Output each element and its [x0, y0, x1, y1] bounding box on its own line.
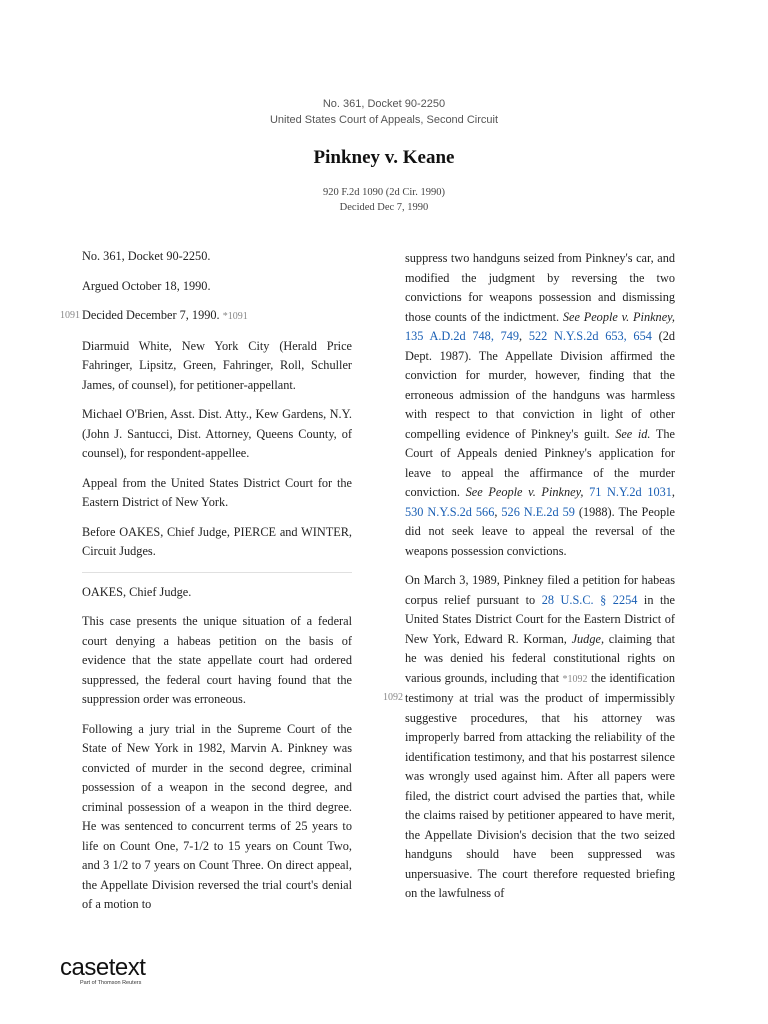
counsel-petitioner: Diarmuid White, New York City (Herald Price Fahringer, Lipsitz, Green, Fahringer, Roll, Schuller James, of counsel), for petitioner-appellant. — [82, 338, 352, 392]
logo-tagline: Part of Thomson Reuters — [80, 980, 142, 986]
counsel-respondent: Michael O'Brien, Asst. Dist. Atty., Kew Gardens, N.Y. (John J. Santucci, Dist. Attorney, Queens County, of counsel), for respondent-appellee. — [82, 407, 352, 460]
opinion-paragraph-2-continued: suppress two handguns seized from Pinkney's car, and modified the judgment by reversing the two convictions for weapons possession and dismissing those counts of the indictment. See People v. Pinkney, 135 A.D.2d 748, 749, 522 N.Y.S.2d 653, 654 (2d Dept. 1987). The Appellate Division affirmed the conviction for murder, however, finding that the erroneous admission of the handguns was harmless with respect to that conviction in light of other compelling evidence of Pinkney's guilt. See id. The Court of Appeals denied Pinkney's application for leave to appeal the affirmance of the murder conviction. See People v. Pinkney, 71 N.Y.2d 1031, 530 N.Y.S.2d 566, 526 N.E.2d 59 (1988). The People did not seek leave to appeal the reversal of the weapons possession convictions. — [405, 251, 676, 558]
case-name-citation: See People v. Pinkney, — [562, 309, 676, 324]
casetext-logo[interactable] — [60, 955, 145, 986]
text-run: the identification testimony at trial was the product of impermissibly suggestive procedures, that his attorney was improperly barred from attacking the reliability of the identification testimony, and that his postarrest silence was wrongly used against him. After all papers were filed, the district court advised the parties that, while the claims raised by petitioner appeared to have merit, the Appellate Division's decision that the two seized handguns should have been suppressed was unpersuasive. The court therefore requested briefing on the lawfulness of — [405, 670, 675, 900]
appeal-origin: Appeal from the United States District Court for the Eastern District of New York. — [82, 475, 352, 509]
margin-page-number: 1091 — [60, 310, 80, 321]
text-run: suppress two handguns seized from Pinkney's car, and modified the judgment by reversing the two convictions for weapons possession and dismissing those counts of the indictment. — [405, 251, 675, 324]
citation-link[interactable]: 526 N.E.2d 59 — [501, 504, 575, 519]
statute-link[interactable]: 28 U.S.C. § 2254 — [541, 592, 638, 607]
text-run: in the United States District Court for the Eastern District of New York, Edward R. Korman, — [405, 592, 676, 646]
text-run: The Court of Appeals denied Pinkney's application for leave to appeal the affirmance of the murder conviction. — [405, 426, 675, 499]
opinion-paragraph-1: This case presents the unique situation of a federal court denying a habeas petition on the basis of evidence that the state appellate court had ordered suppressed, the federal court having found that the suppression order was erroneous. — [82, 614, 352, 706]
opinion-paragraph-2: Following a jury trial in the Supreme Court of the State of New York in 1982, Marvin A. Pinkney was convicted of murder in the second degree, criminal possession of a weapon in the second degree, and criminal possession of a weapon in the third degree. He was sentenced to concurrent terms of 25 years to life on Count One, 7-1/2 to 15 years on Count Two, and 3 1/2 to 7 years on Count Three. On direct appeal, the Appellate Division reversed the trial court's denial of a motion to — [82, 721, 352, 911]
decided-text: Decided December 7, 1990. — [82, 308, 220, 322]
text-run: (1988). The People did not seek leave to appeal the reversal of the weapons possession convictions. — [405, 504, 675, 558]
opinion-right-column — [383, 249, 676, 914]
opinion-paragraph-3 — [383, 571, 676, 904]
star-page-link[interactable]: *1091 — [222, 311, 248, 322]
case-citation: 920 F.2d 1090 (2d Cir. 1990) — [323, 187, 445, 198]
argued-paragraph: Argued October 18, 1990. — [82, 278, 211, 293]
see-id: See id. — [615, 426, 651, 441]
judge-title: Judge, — [571, 631, 605, 646]
divider — [82, 572, 352, 573]
court-name: United States Court of Appeals, Second Circuit — [269, 114, 499, 126]
logo-wordmark: casetext — [60, 954, 146, 981]
text-run: On March 3, 1989, Pinkney filed a petition for habeas corpus relief pursuant to — [405, 573, 675, 607]
case-header — [0, 96, 768, 215]
citation-link[interactable]: 522 N.Y.S.2d 653, 654 — [528, 329, 652, 343]
docket-number: No. 361, Docket 90-2250 — [322, 98, 446, 110]
citation-link[interactable]: 71 N.Y.2d 1031 — [589, 485, 672, 499]
text-run: (2d Dept. 1987). The Appellate Division affirmed the conviction for murder, however, finding that the erroneous admission of the handguns was harmless with respect to that conviction in light of other compelling evidence of Pinkney's guilt. — [405, 329, 675, 441]
panel-judges: Before OAKES, Chief Judge, PIERCE and WINTER, Circuit Judges. — [82, 524, 352, 558]
case-title: Pinkney v. Keane — [313, 147, 455, 168]
decided-paragraph — [60, 306, 352, 327]
decided-date: Decided Dec 7, 1990 — [339, 202, 429, 213]
opinion-left-column — [60, 247, 352, 925]
star-page-link[interactable]: *1092 — [562, 673, 588, 685]
citation-link[interactable]: 530 N.Y.S.2d 566 — [405, 504, 495, 519]
margin-page-number: 1092 — [383, 692, 403, 703]
text-run: claiming that he was denied his federal constitutional rights on various grounds, including that — [405, 631, 676, 685]
opinion-author: OAKES, Chief Judge. — [82, 584, 192, 599]
citation-link[interactable]: 135 A.D.2d 748, 749 — [405, 329, 520, 343]
case-name-citation: See People v. Pinkney, — [465, 485, 584, 499]
docket-paragraph: No. 361, Docket 90-2250. — [82, 249, 211, 263]
